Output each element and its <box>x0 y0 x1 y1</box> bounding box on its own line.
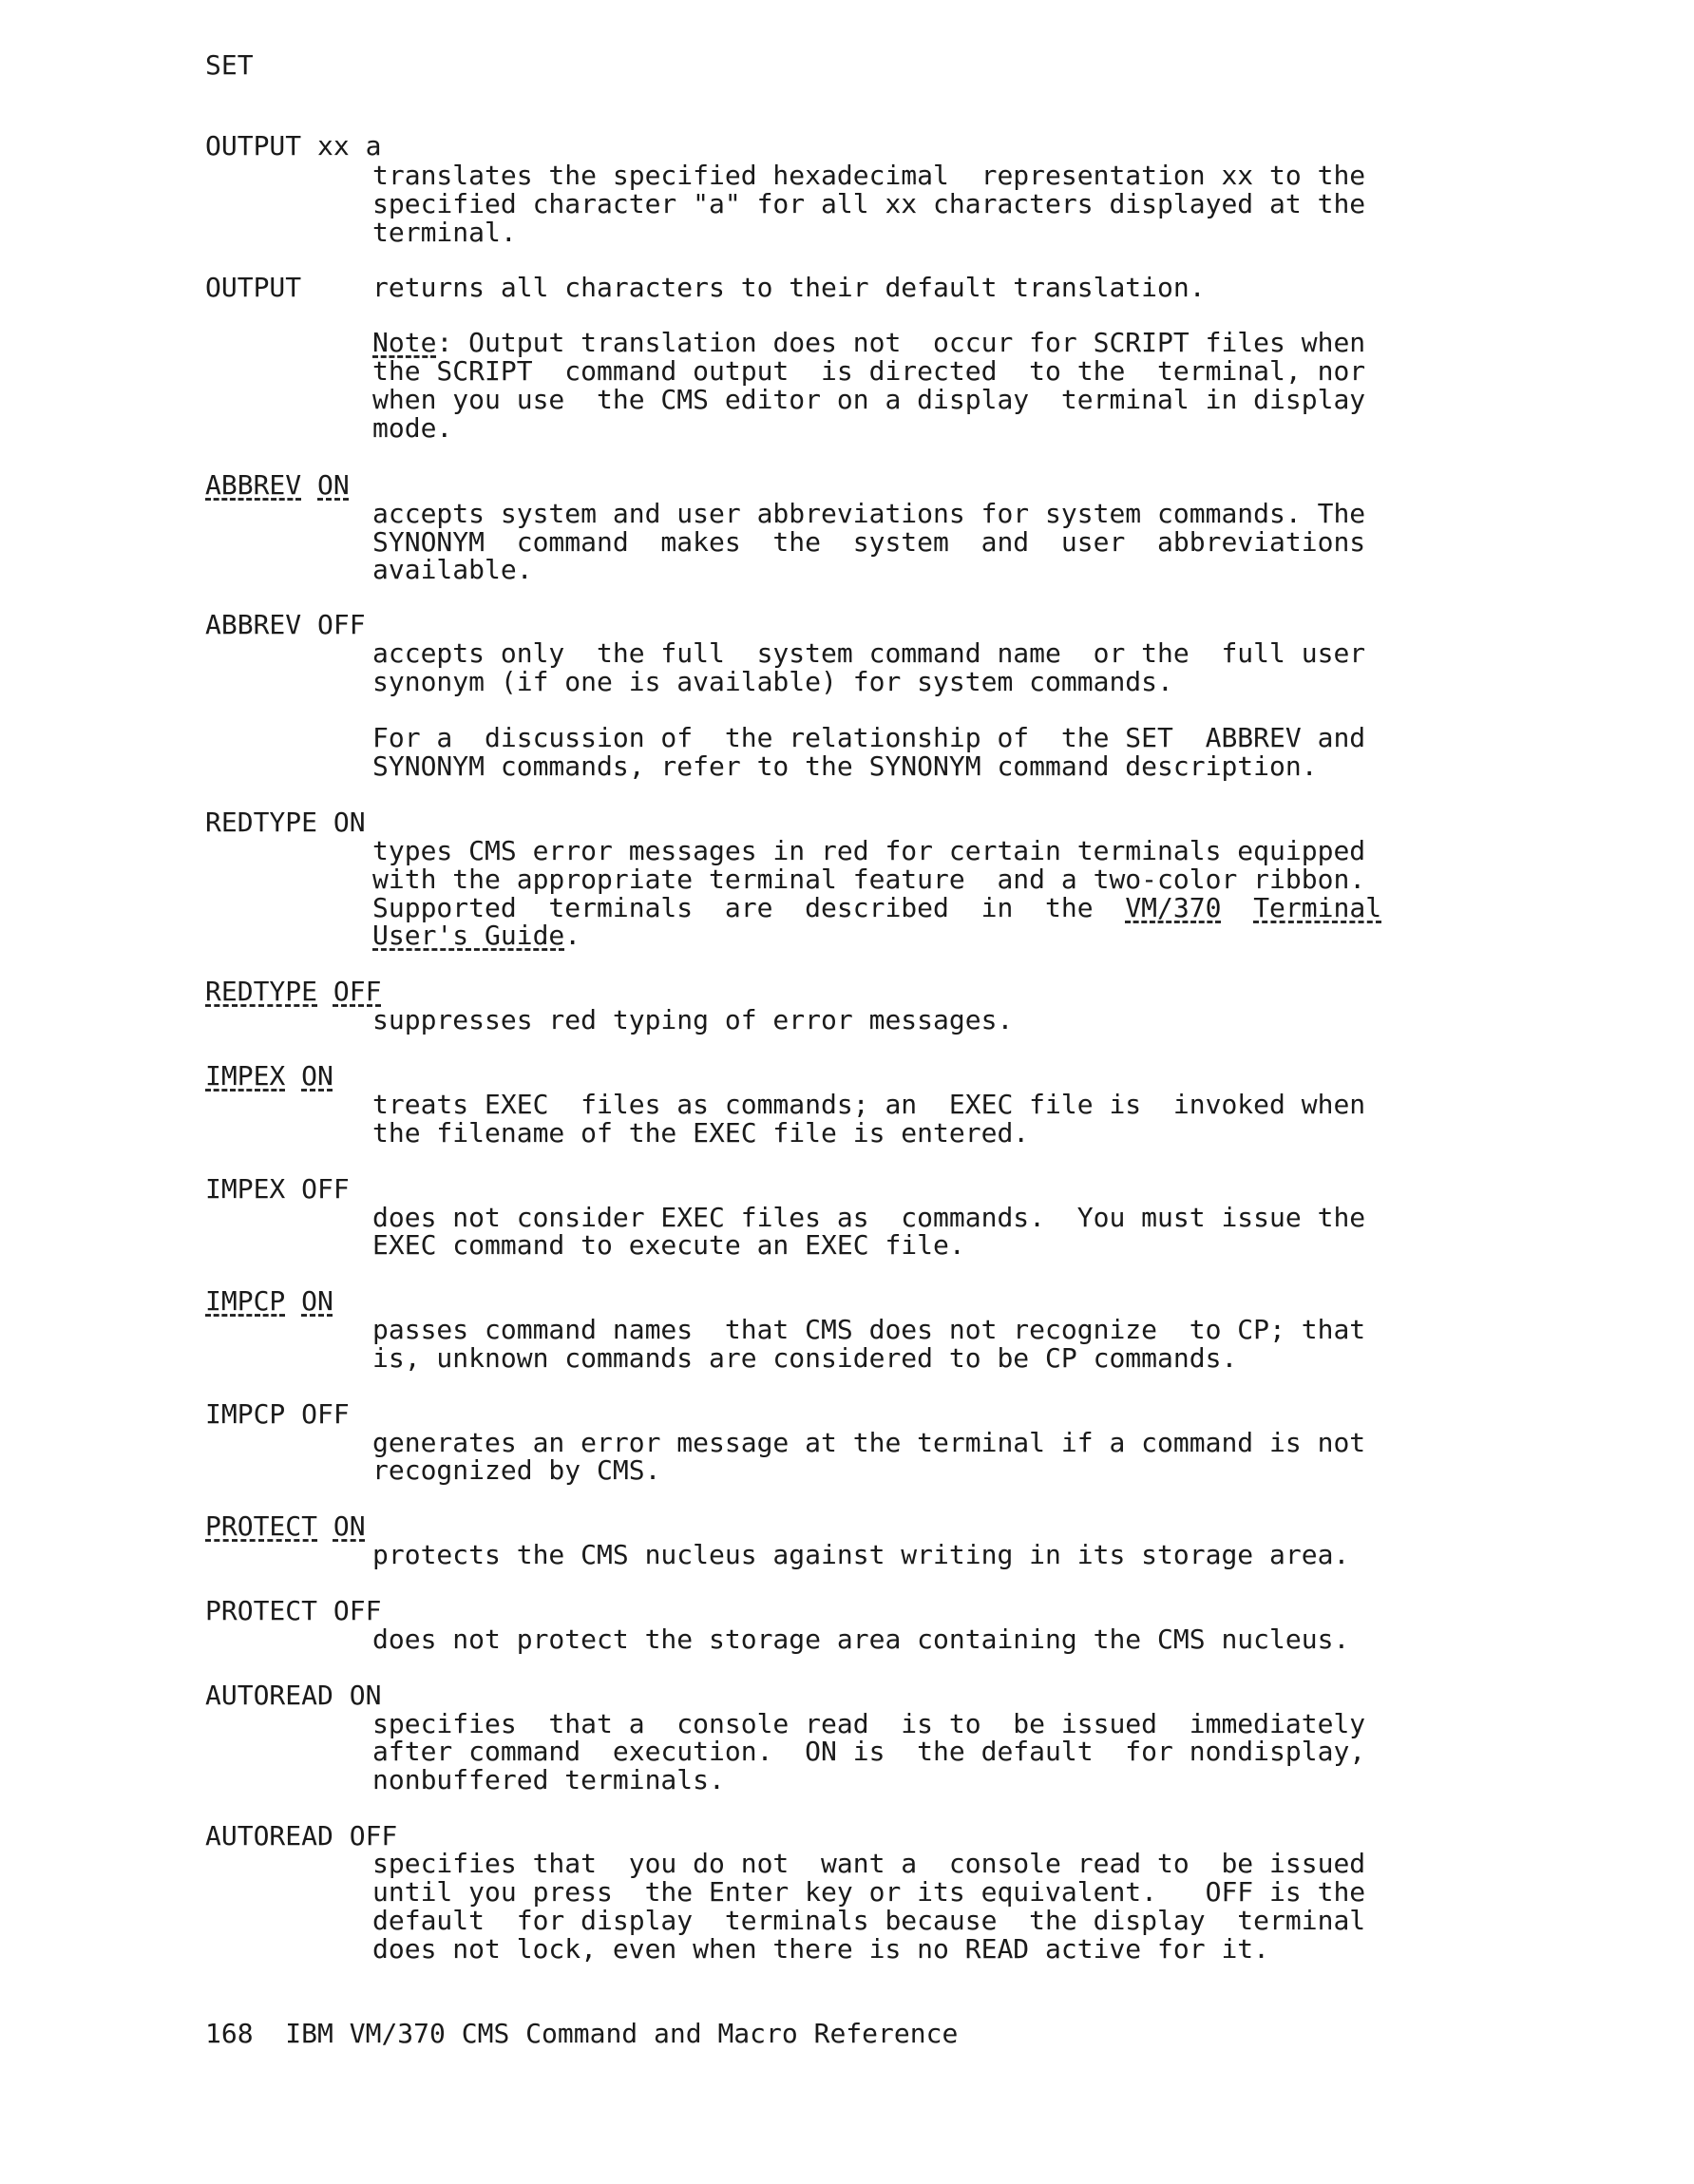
term-redtype-off: REDTYPE OFF <box>205 976 382 1007</box>
term-protect-on: PROTECT ON <box>205 1510 366 1542</box>
book-reference: Terminal <box>1253 892 1382 923</box>
note-paragraph: Note: Output translation does not occur for SCRIPT files when <box>372 327 1366 358</box>
desc-line: default for display terminals because the display terminal <box>372 1905 1366 1936</box>
desc-line: specified character "a" for all xx characters displayed at the <box>372 188 1366 219</box>
term-impcp-off: IMPCP OFF <box>205 1398 350 1430</box>
desc-line: For a discussion of the relationship of the SET ABBREV and <box>372 722 1366 753</box>
desc-line: EXEC command to execute an EXEC file. <box>372 1229 965 1261</box>
desc-line: specifies that you do not want a console read to be issued <box>372 1848 1366 1879</box>
desc-line: specifies that a console read is to be issued immediately <box>372 1708 1366 1739</box>
term-impex-off: IMPEX OFF <box>205 1173 350 1205</box>
desc-line: terminal. <box>372 217 517 248</box>
term-abbrev-on: ABBREV ON <box>205 469 350 501</box>
desc-line: the SCRIPT command output is directed to the terminal, nor <box>372 355 1366 387</box>
running-head: SET <box>205 49 254 81</box>
desc-line: returns all characters to their default translation. <box>372 272 1206 303</box>
desc-line: synonym (if one is available) for system commands. <box>372 666 1173 697</box>
desc-line: mode. <box>372 412 453 444</box>
term-autoread-on: AUTOREAD ON <box>205 1680 382 1711</box>
book-title: IBM VM/370 CMS Command and Macro Reference <box>285 2018 959 2049</box>
desc-line: after command execution. ON is the default for nondisplay, <box>372 1736 1366 1767</box>
desc-line: nonbuffered terminals. <box>372 1764 725 1795</box>
desc-line: suppresses red typing of error messages. <box>372 1004 1014 1035</box>
desc-line: User's Guide. <box>372 920 581 951</box>
desc-line: SYNONYM commands, refer to the SYNONYM command description. <box>372 750 1318 782</box>
desc-line: passes command names that CMS does not recognize to CP; that <box>372 1314 1366 1345</box>
book-reference: User's Guide <box>372 920 565 951</box>
term-output: OUTPUT <box>205 272 302 303</box>
term-output-xx-a: OUTPUT xx a <box>205 130 382 161</box>
desc-line: recognized by CMS. <box>372 1454 661 1486</box>
desc-line: SYNONYM command makes the system and user abbreviations <box>372 526 1366 558</box>
desc-line: does not protect the storage area containing the CMS nucleus. <box>372 1624 1350 1655</box>
page-number: 168 <box>205 2018 254 2049</box>
desc-line: types CMS error messages in red for certain terminals equipped <box>372 835 1366 866</box>
desc-line: does not lock, even when there is no READ active for it. <box>372 1933 1270 1965</box>
term-protect-off: PROTECT OFF <box>205 1595 382 1626</box>
desc-line: generates an error message at the terminal if a command is not <box>372 1427 1366 1458</box>
desc-line: accepts system and user abbreviations for system commands. The <box>372 498 1366 529</box>
term-impex-on: IMPEX ON <box>205 1060 333 1092</box>
book-reference: VM/370 <box>1125 892 1222 923</box>
term-abbrev-off: ABBREV OFF <box>205 609 366 640</box>
desc-line: translates the specified hexadecimal representation xx to the <box>372 160 1366 191</box>
desc-line: protects the CMS nucleus against writing in its storage area. <box>372 1539 1350 1570</box>
desc-line: does not consider EXEC files as commands. You must issue the <box>372 1202 1366 1233</box>
term-autoread-off: AUTOREAD OFF <box>205 1820 398 1852</box>
page-footer <box>205 2020 958 2048</box>
desc-line: when you use the CMS editor on a display terminal in display <box>372 384 1366 415</box>
desc-line: is, unknown commands are considered to be CP commands. <box>372 1342 1238 1374</box>
desc-line: Supported terminals are described in the VM/370 Terminal <box>372 892 1382 923</box>
desc-line: available. <box>372 554 533 585</box>
desc-line: with the appropriate terminal feature and a two-color ribbon. <box>372 864 1366 895</box>
desc-line: until you press the Enter key or its equivalent. OFF is the <box>372 1876 1366 1908</box>
term-impcp-on: IMPCP ON <box>205 1285 333 1317</box>
note-label: Note <box>372 327 437 358</box>
term-redtype-on: REDTYPE ON <box>205 807 366 838</box>
desc-line: treats EXEC files as commands; an EXEC file is invoked when <box>372 1089 1366 1120</box>
desc-line: the filename of the EXEC file is entered. <box>372 1117 1030 1149</box>
desc-line: accepts only the full system command name or the full user <box>372 637 1366 669</box>
